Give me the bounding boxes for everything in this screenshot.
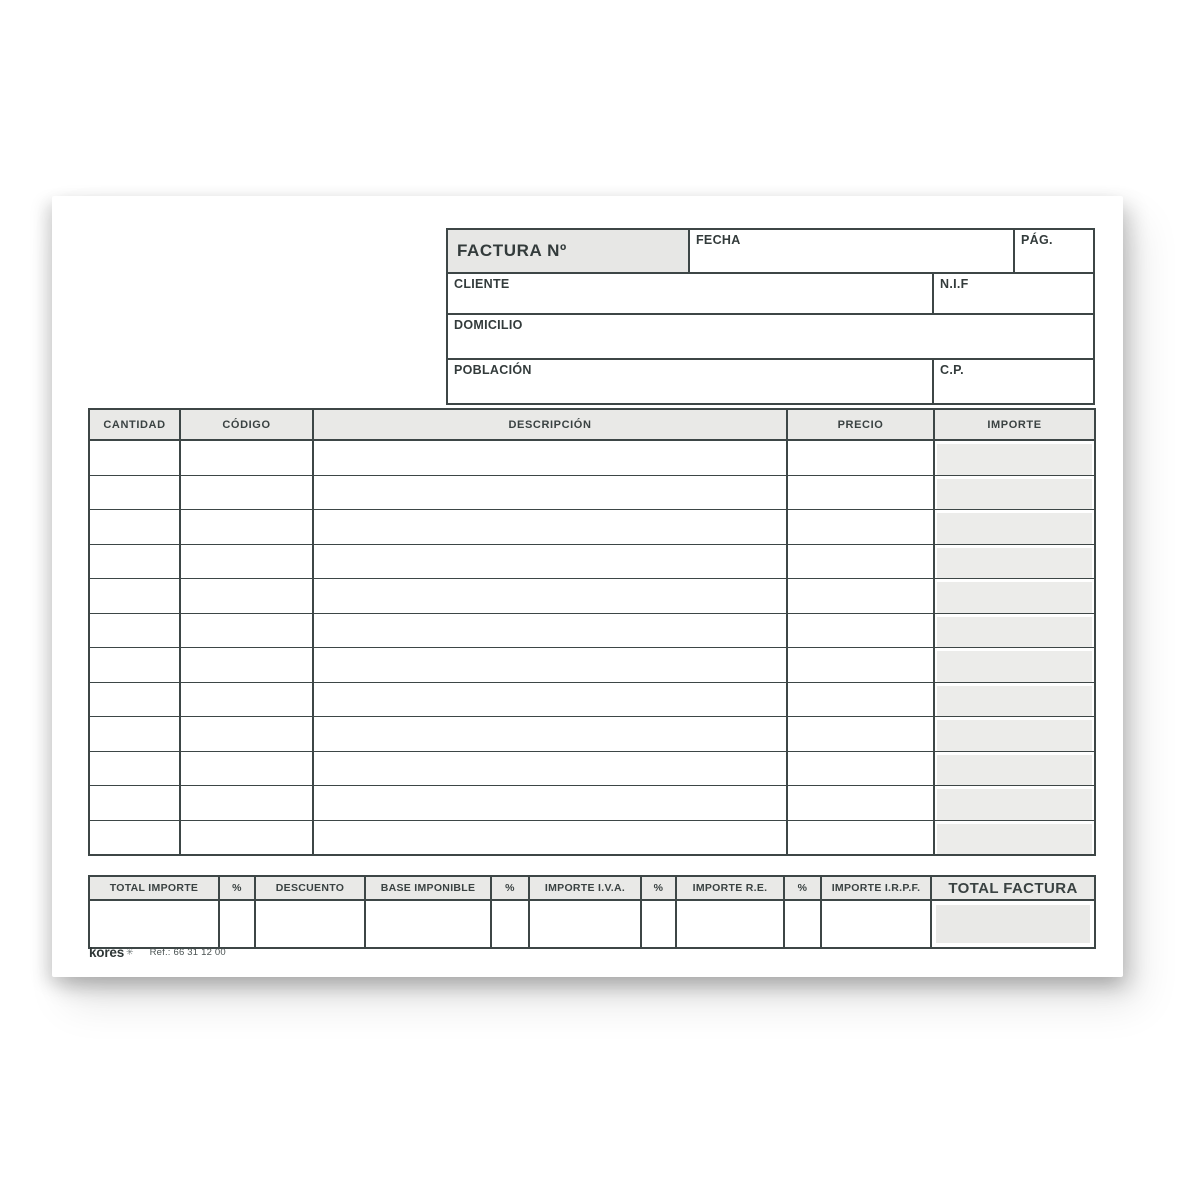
item-cell-codigo: [180, 579, 313, 614]
item-cell-precio: [787, 579, 934, 614]
item-cell-cantidad: [89, 544, 180, 579]
base-imponible-cell: [365, 900, 491, 948]
domicilio-label: DOMICILIO: [454, 318, 523, 332]
descuento-header: DESCUENTO: [255, 876, 365, 900]
poblacion-label: POBLACIÓN: [454, 363, 532, 377]
item-cell-importe: [934, 440, 1095, 475]
item-cell-cantidad: [89, 751, 180, 786]
iva-pct-header: %: [491, 876, 529, 900]
codigo-column-header: CÓDIGO: [180, 409, 313, 440]
item-cell-cantidad: [89, 682, 180, 717]
header-row-4: [447, 359, 1094, 404]
item-cell-precio: [787, 510, 934, 545]
total-factura-cell: [931, 900, 1095, 948]
fecha-field: [689, 229, 1014, 273]
item-row: [89, 648, 1095, 683]
item-row: [89, 475, 1095, 510]
item-cell-descripcion: [313, 820, 787, 855]
base-imponible-header: BASE IMPONIBLE: [365, 876, 491, 900]
item-cell-codigo: [180, 475, 313, 510]
item-cell-codigo: [180, 820, 313, 855]
item-row: [89, 579, 1095, 614]
item-row: [89, 820, 1095, 855]
invoice-totals-table: [88, 875, 1096, 949]
importe-shaded-area: [937, 548, 1092, 579]
fecha-label: FECHA: [696, 233, 741, 247]
item-cell-codigo: [180, 440, 313, 475]
factura-number-label: FACTURA Nº: [457, 241, 567, 260]
total-factura-header: TOTAL FACTURA: [931, 876, 1095, 900]
item-cell-importe: [934, 475, 1095, 510]
invoice-header-block: [446, 228, 1095, 405]
item-cell-importe: [934, 510, 1095, 545]
cp-field: [933, 359, 1094, 404]
ref-number: Ref.: 66 31 12 00: [149, 947, 226, 958]
re-pct-header: %: [641, 876, 676, 900]
item-cell-cantidad: [89, 717, 180, 752]
precio-column-header: PRECIO: [787, 409, 934, 440]
item-cell-cantidad: [89, 579, 180, 614]
item-row: [89, 682, 1095, 717]
importe-irpf-cell: [821, 900, 931, 948]
item-row: [89, 544, 1095, 579]
importe-shaded-area: [937, 789, 1092, 820]
item-cell-descripcion: [313, 682, 787, 717]
pag-field: [1014, 229, 1094, 273]
item-cell-precio: [787, 786, 934, 821]
item-row: [89, 786, 1095, 821]
item-cell-descripcion: [313, 613, 787, 648]
item-cell-importe: [934, 544, 1095, 579]
header-row-1: [447, 229, 1094, 273]
item-cell-importe: [934, 613, 1095, 648]
cantidad-column-header: CANTIDAD: [89, 409, 180, 440]
item-cell-descripcion: [313, 751, 787, 786]
item-cell-codigo: [180, 682, 313, 717]
importe-shaded-area: [937, 824, 1092, 855]
item-cell-codigo: [180, 510, 313, 545]
importe-re-header: IMPORTE R.E.: [676, 876, 784, 900]
item-row: [89, 717, 1095, 752]
pag-label: PÁG.: [1021, 233, 1053, 247]
importe-shaded-area: [937, 479, 1092, 510]
re-pct-cell: [641, 900, 676, 948]
importe-iva-cell: [529, 900, 641, 948]
item-cell-importe: [934, 579, 1095, 614]
importe-re-cell: [676, 900, 784, 948]
items-header-row: [89, 409, 1095, 440]
item-cell-precio: [787, 820, 934, 855]
poblacion-field: [447, 359, 933, 404]
item-cell-cantidad: [89, 820, 180, 855]
importe-irpf-header: IMPORTE I.R.P.F.: [821, 876, 931, 900]
item-cell-descripcion: [313, 544, 787, 579]
descuento-cell: [255, 900, 365, 948]
cliente-field: [447, 273, 933, 314]
item-cell-importe: [934, 820, 1095, 855]
item-cell-precio: [787, 717, 934, 752]
importe-shaded-area: [937, 513, 1092, 544]
kores-logo: kores: [89, 945, 125, 960]
item-cell-precio: [787, 613, 934, 648]
item-row: [89, 510, 1095, 545]
descripcion-column-header: DESCRIPCIÓN: [313, 409, 787, 440]
item-cell-codigo: [180, 648, 313, 683]
item-cell-codigo: [180, 786, 313, 821]
totals-value-row: [89, 900, 1095, 948]
totals-header-row: [89, 876, 1095, 900]
item-cell-precio: [787, 475, 934, 510]
importe-iva-header: IMPORTE I.V.A.: [529, 876, 641, 900]
total-importe-header: TOTAL IMPORTE: [89, 876, 219, 900]
irpf-pct-cell: [784, 900, 821, 948]
irpf-pct-header: %: [784, 876, 821, 900]
kores-logo-mark-icon: ✳: [126, 947, 134, 957]
iva-pct-cell: [491, 900, 529, 948]
item-cell-importe: [934, 717, 1095, 752]
invoice-items-table: [88, 408, 1096, 856]
item-cell-cantidad: [89, 786, 180, 821]
item-cell-codigo: [180, 751, 313, 786]
item-cell-importe: [934, 648, 1095, 683]
item-row: [89, 751, 1095, 786]
item-cell-cantidad: [89, 440, 180, 475]
nif-label: N.I.F: [940, 277, 969, 291]
item-cell-cantidad: [89, 475, 180, 510]
item-cell-precio: [787, 648, 934, 683]
item-cell-precio: [787, 682, 934, 717]
item-cell-cantidad: [89, 648, 180, 683]
item-cell-cantidad: [89, 613, 180, 648]
cp-label: C.P.: [940, 363, 964, 377]
footer-brand-line: [89, 945, 226, 960]
item-cell-importe: [934, 786, 1095, 821]
importe-shaded-area: [937, 651, 1092, 682]
invoice-form-paper: [52, 196, 1123, 977]
importe-shaded-area: [937, 686, 1092, 717]
factura-number-box: [447, 229, 689, 273]
importe-shaded-area: [937, 582, 1092, 613]
descuento-pct-header: %: [219, 876, 255, 900]
item-cell-precio: [787, 440, 934, 475]
item-cell-descripcion: [313, 786, 787, 821]
item-row: [89, 440, 1095, 475]
item-cell-descripcion: [313, 579, 787, 614]
header-row-3: [447, 314, 1094, 359]
nif-field: [933, 273, 1094, 314]
importe-shaded-area: [937, 617, 1092, 648]
item-cell-importe: [934, 682, 1095, 717]
importe-shaded-area: [937, 755, 1092, 786]
importe-column-header: IMPORTE: [934, 409, 1095, 440]
header-row-2: [447, 273, 1094, 314]
item-cell-descripcion: [313, 440, 787, 475]
item-cell-cantidad: [89, 510, 180, 545]
item-cell-precio: [787, 544, 934, 579]
item-cell-descripcion: [313, 510, 787, 545]
item-cell-codigo: [180, 544, 313, 579]
importe-shaded-area: [937, 444, 1092, 475]
descuento-pct-cell: [219, 900, 255, 948]
item-cell-descripcion: [313, 648, 787, 683]
item-cell-precio: [787, 751, 934, 786]
cliente-label: CLIENTE: [454, 277, 510, 291]
importe-shaded-area: [937, 720, 1092, 751]
item-cell-descripcion: [313, 475, 787, 510]
item-cell-codigo: [180, 717, 313, 752]
item-cell-importe: [934, 751, 1095, 786]
domicilio-field: [447, 314, 1094, 359]
total-importe-cell: [89, 900, 219, 948]
item-cell-descripcion: [313, 717, 787, 752]
total-factura-shaded-area: [936, 905, 1090, 943]
item-cell-codigo: [180, 613, 313, 648]
item-row: [89, 613, 1095, 648]
